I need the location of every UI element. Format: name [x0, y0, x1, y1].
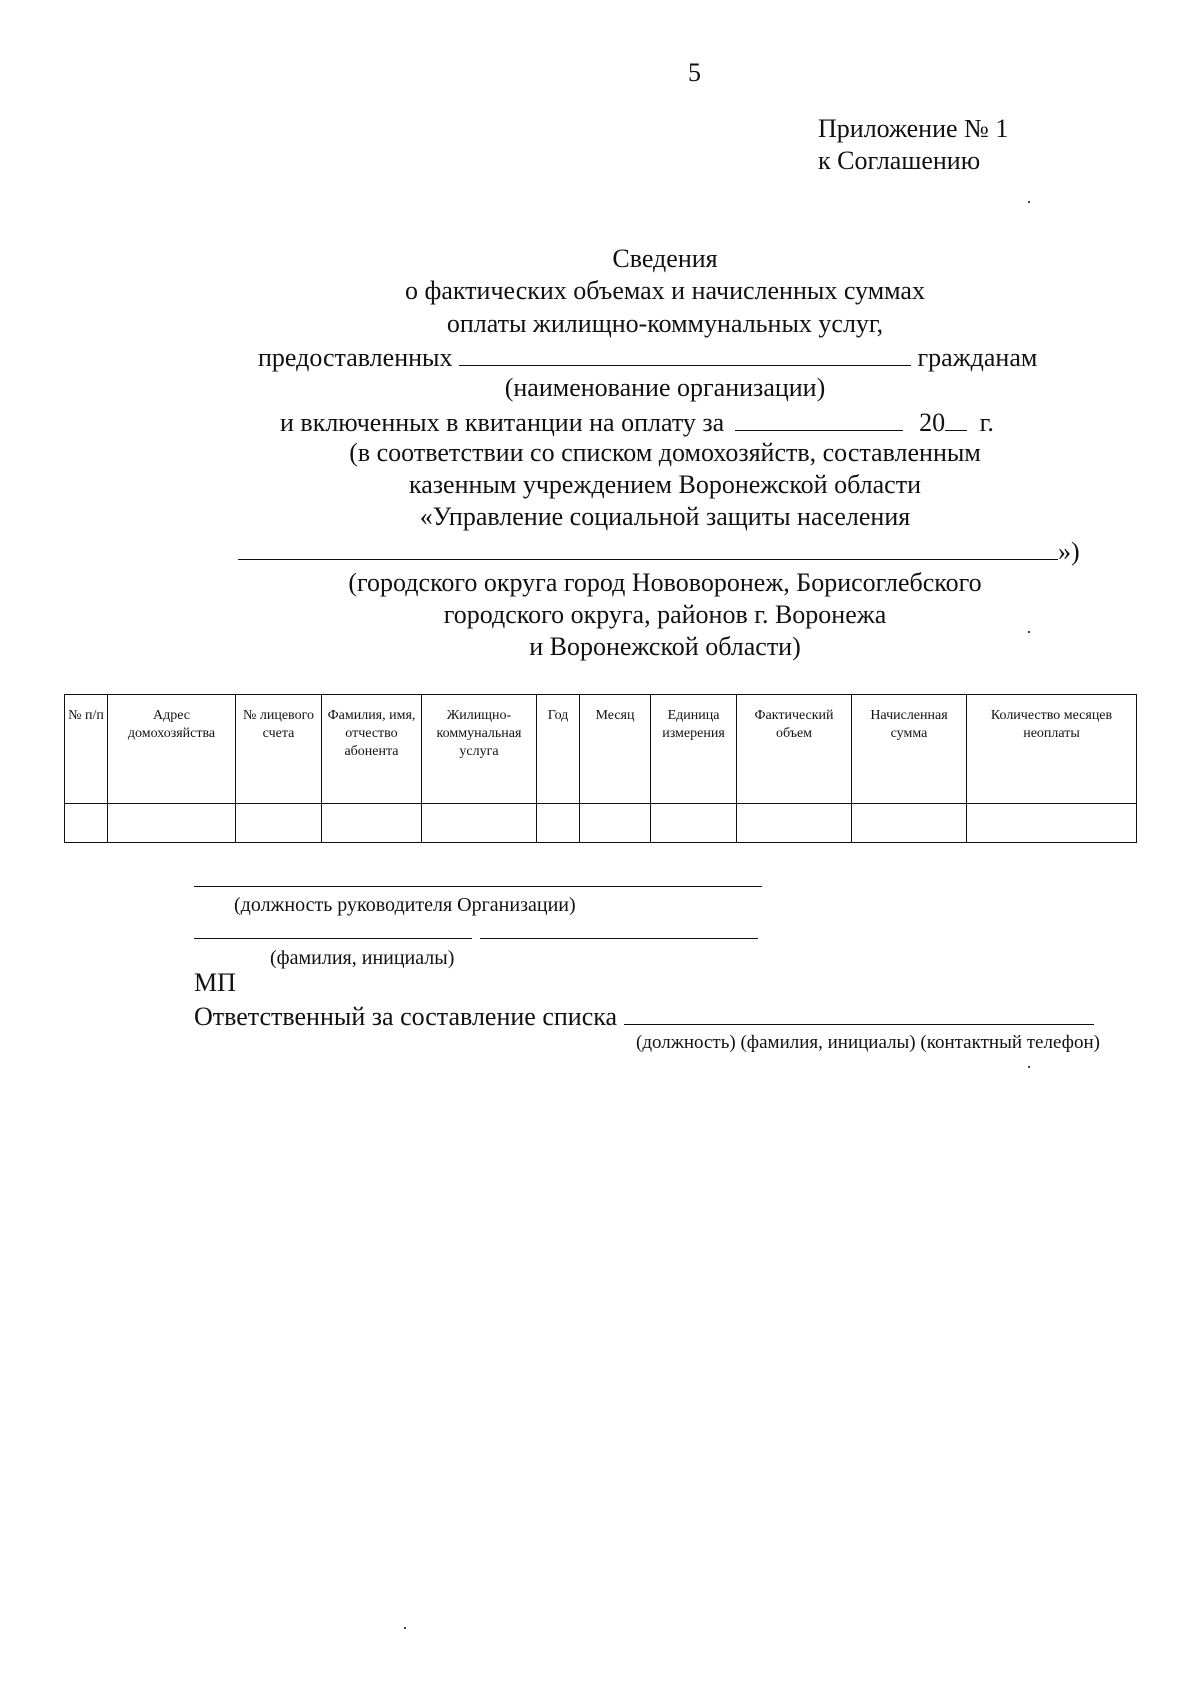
- table-cell[interactable]: [108, 804, 236, 843]
- responsible-label: Ответственный за составление списка: [194, 1002, 618, 1031]
- table-cell[interactable]: [422, 804, 537, 843]
- provided-label: предоставленных: [258, 343, 453, 372]
- column-header: № п/п: [65, 695, 108, 804]
- title-line-11: городского округа, районов г. Воронежа: [443, 600, 887, 629]
- responsible-blank[interactable]: [624, 1000, 1094, 1025]
- column-header: Начисленная сумма: [852, 695, 967, 804]
- stamp-label: МП: [194, 968, 236, 997]
- appendix-line-2: к Соглашению: [818, 146, 981, 175]
- signature-line[interactable]: [194, 938, 472, 939]
- title-line-2: оплаты жилищно-коммунальных услуг,: [446, 309, 884, 338]
- title-line-8: «Управление социальной защиты населения: [419, 502, 911, 531]
- doc-heading: Сведения: [612, 244, 718, 273]
- column-header: Жилищно-коммунальная услуга: [422, 695, 537, 804]
- table-cell[interactable]: [537, 804, 580, 843]
- closing-quote: »): [1058, 537, 1080, 566]
- title-line-9: [238, 535, 1080, 567]
- table-cell[interactable]: [322, 804, 422, 843]
- table-header-row: [65, 695, 1137, 804]
- column-header: Месяц: [580, 695, 651, 804]
- appendix-line-1: Приложение № 1: [818, 114, 1009, 143]
- title-line-12: и Воронежской области): [529, 632, 801, 661]
- name-hint: (фамилия, инициалы): [270, 947, 455, 969]
- column-header: Адрес домохозяйства: [108, 695, 236, 804]
- household-data-table: [64, 694, 1137, 843]
- title-line-5: [280, 406, 994, 438]
- table-cell[interactable]: [737, 804, 852, 843]
- column-header: Год: [537, 695, 580, 804]
- responsible-row: [194, 1000, 1094, 1032]
- scan-speck: [1028, 631, 1030, 633]
- year-suffix: г.: [979, 408, 994, 437]
- column-header: № лицевого счета: [236, 695, 322, 804]
- title-line-1: о фактических объемах и начисленных суммах: [405, 276, 925, 305]
- department-blank[interactable]: [238, 535, 1058, 560]
- title-line-6: (в соответствии со списком домохозяйств, составленным: [349, 438, 981, 467]
- position-hint: (должность руководителя Организации): [234, 894, 576, 916]
- table-cell[interactable]: [65, 804, 108, 843]
- period-blank[interactable]: [735, 406, 903, 431]
- scan-speck: [1028, 201, 1030, 203]
- table-cell[interactable]: [580, 804, 651, 843]
- column-header: Фамилия, имя, отчество абонента: [322, 695, 422, 804]
- column-header: Фактический объем: [737, 695, 852, 804]
- receipt-label: и включенных в квитанции на оплату за: [280, 408, 725, 437]
- title-line-3: [258, 341, 1037, 373]
- table-cell[interactable]: [236, 804, 322, 843]
- table-row: [65, 804, 1137, 843]
- table-cell[interactable]: [967, 804, 1137, 843]
- name-line[interactable]: [480, 938, 758, 939]
- title-line-7: казенным учреждением Воронежской области: [409, 470, 921, 499]
- page-number: 5: [688, 58, 701, 87]
- scan-speck: [1028, 1066, 1030, 1068]
- year-blank[interactable]: [945, 406, 967, 431]
- year-prefix: 20: [919, 408, 946, 437]
- title-line-10: (городского округа город Нововоронеж, Борисоглебского: [348, 568, 982, 597]
- scan-speck: [404, 1627, 406, 1629]
- organization-blank[interactable]: [459, 341, 911, 366]
- responsible-hint: (должность) (фамилия, инициалы) (контактный телефон): [636, 1032, 1100, 1053]
- table-cell[interactable]: [651, 804, 737, 843]
- column-header: Количество месяцев неоплаты: [967, 695, 1137, 804]
- table-cell[interactable]: [852, 804, 967, 843]
- citizens-label: гражданам: [917, 343, 1038, 372]
- column-header: Единица измерения: [651, 695, 737, 804]
- position-signature-line[interactable]: [194, 886, 762, 887]
- organization-hint: (наименование организации): [504, 373, 826, 402]
